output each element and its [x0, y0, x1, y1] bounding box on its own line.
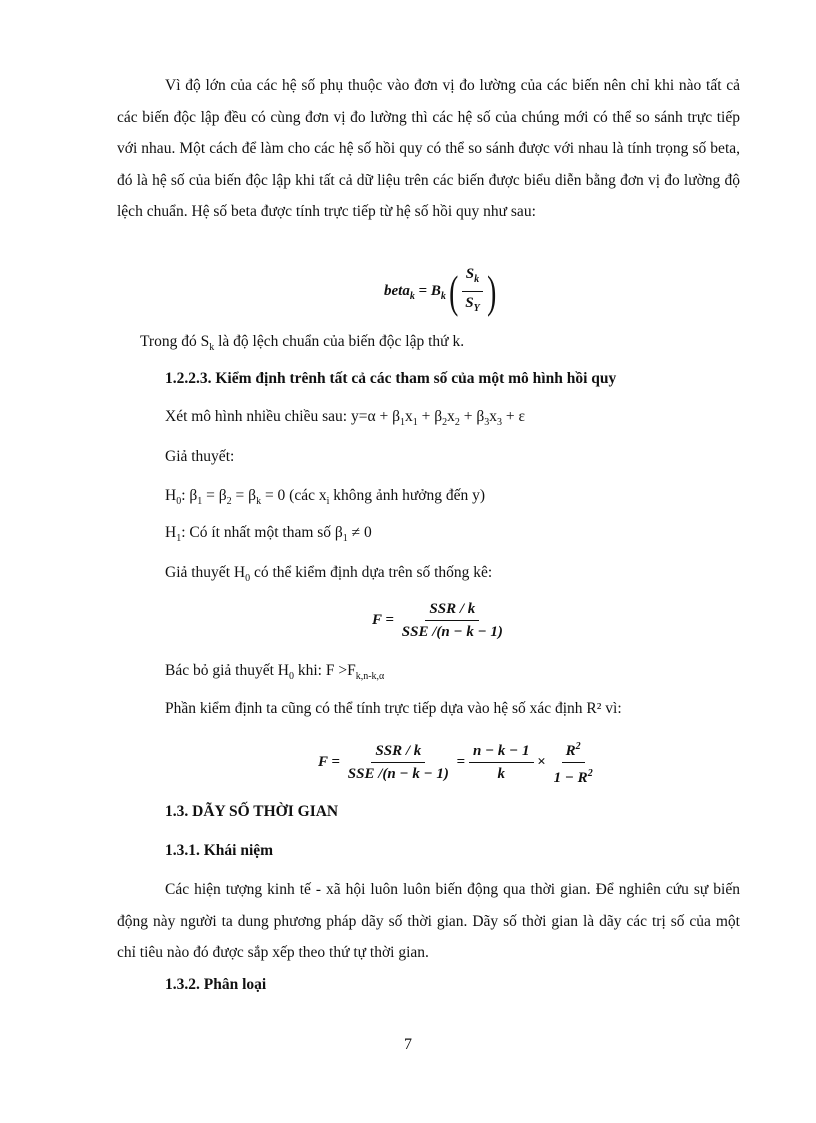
text-hypothesis-label: Giả thuyết:	[165, 448, 235, 465]
page-number: 7	[404, 1036, 412, 1053]
text-sk-definition: Trong đó $S_k$ là độ lệch chuẩn của biến độc lập thứ k.	[140, 333, 465, 354]
paragraph-beta-intro: Vì độ lớn của các hệ số phụ thuộc vào đơn vị đo lường của các biến nên chỉ khi nào tất cả các biến độc lập đều có cùng đơn vị đo lường thì các hệ số của chúng mới có thể so sánh trực tiếp với nhau. Một cách để làm cho các hệ số hồi quy có thể so sánh được với nhau là tính trọng số beta, đó là hệ số của biến độc lập khi tất cả dữ liệu trên các biến được biểu diễn bằng đơn vị đo lường độ lệch chuẩn. Hệ số beta được tính trực tiếp từ hệ số hồi quy như sau:	[117, 77, 740, 221]
paragraph-time-series: Các hiện tượng kinh tế - xã hội luôn luôn biến động qua thời gian. Để nghiên cứu sự biến động này người ta dung phương pháp dãy số thời gian. Dãy số thời gian là dãy các trị số của một chỉ tiêu nào đó được sắp xếp theo thứ tự thời gian.	[117, 881, 740, 962]
text-reject-h0: Bác bỏ giả thuyết $H_0$ khi: $F >F_{k,n-k,\alpha}$	[165, 662, 385, 683]
heading-1-3: 1.3. DÃY SỐ THỜI GIAN	[165, 803, 339, 820]
text-model: Xét mô hình nhiều chiều sau: $y=\alpha + \beta_1x_1 + \beta_2x_2 + \beta_3x_3 + \varepsilon$	[165, 408, 525, 429]
equation-f-r2: F = $\frac{\text{SSR / k}}{\text{SSE /(n − k − 1)}}$ = $\frac{n - k - 1}{k}$ × $\frac{R^2}{1 - R^2}$	[318, 738, 597, 787]
text-r2-intro: Phần kiểm định ta cũng có thể tính trực tiếp dựa vào hệ số xác định R² vì:	[165, 700, 622, 717]
equation-beta: beta$_k$ = $B_k$( $\frac{S_k}{S_Y}$ )	[384, 265, 496, 317]
text-h0: $H_0$: $\beta_1 = \beta_2 = \beta_k = 0$ (các $x_i$ không ảnh hưởng đến y)	[165, 487, 486, 508]
equation-f-statistic: F = $\frac{\text{SSR / k}}{\text{SSE /(n − k − 1)}}$	[372, 601, 503, 640]
heading-1-2-2-3: 1.2.2.3. Kiểm định trênh tất cả các tham số của một mô hình hồi quy	[165, 370, 617, 387]
heading-1-3-2: 1.3.2. Phân loại	[165, 976, 267, 993]
text-h1: $H_1$: Có ít nhất một tham số $\beta_1 \ne 0$	[165, 524, 372, 545]
heading-1-3-1: 1.3.1. Khái niệm	[165, 842, 274, 859]
text-h0-test: Giả thuyết $H_0$ có thể kiểm định dựa trên số thống kê:	[165, 564, 493, 585]
